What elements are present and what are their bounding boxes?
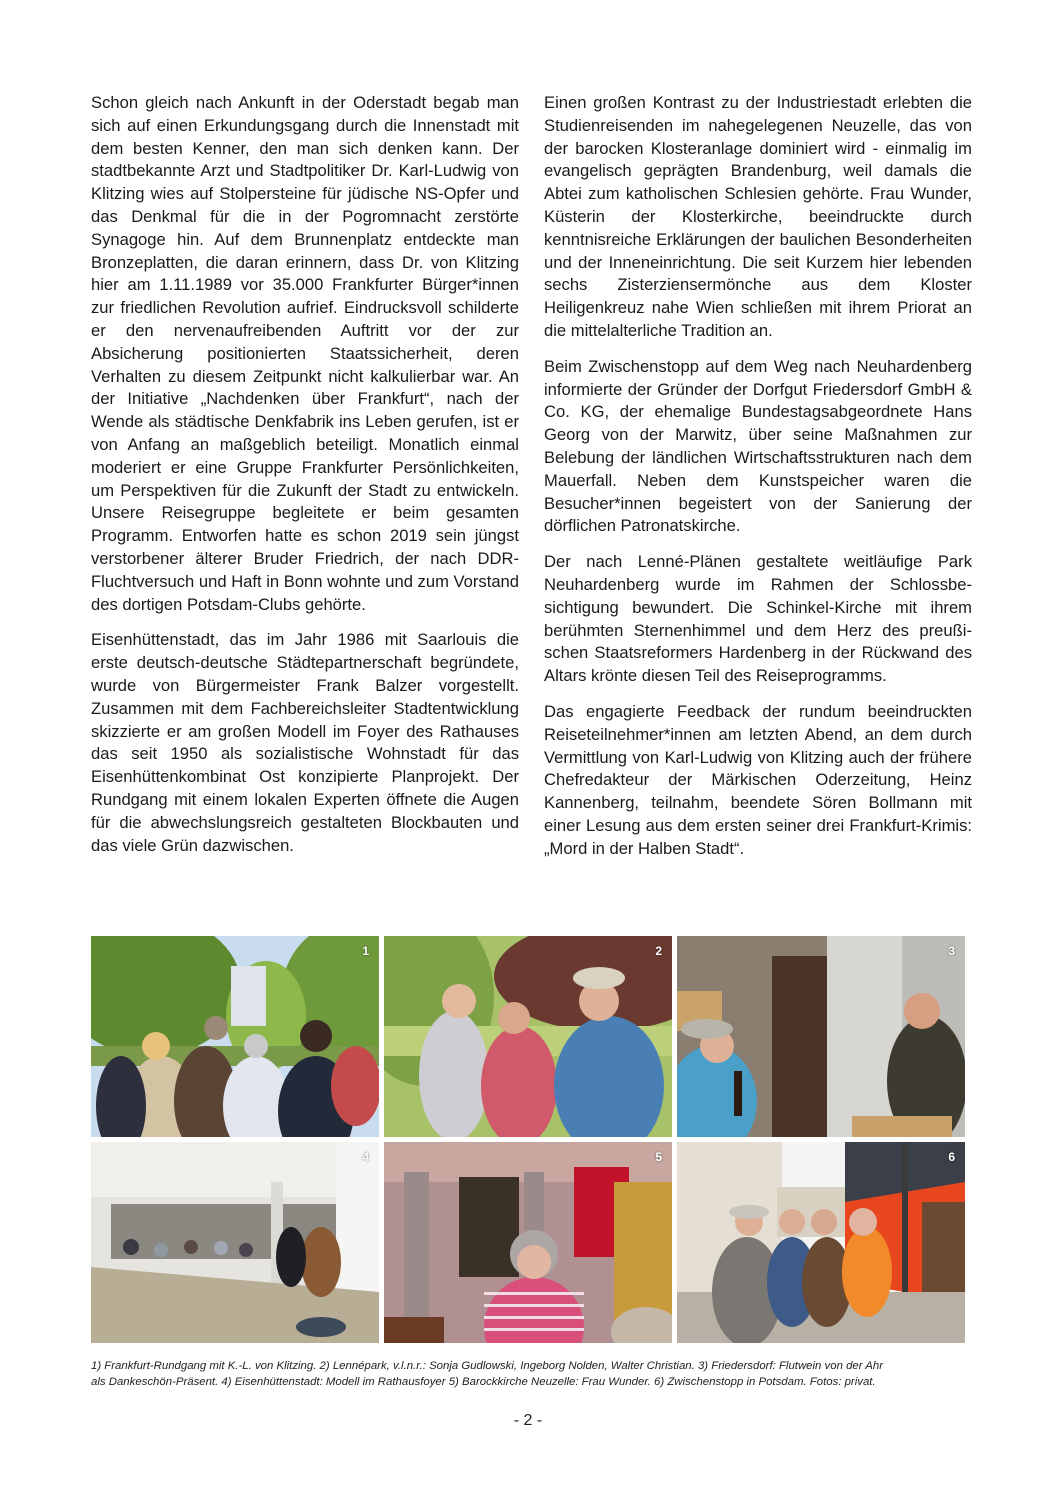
caption-line-2: als Dankeschön-Präsent. 4) Eisenhüttenstadt: Modell im Rathausfoyer 5) Barockkirche Neuzelle: Frau Wunder. 6) Zwischenstopp in Potsdam. Fotos: privat. xyxy=(91,1375,876,1388)
photo-1-number: 1 xyxy=(362,944,369,958)
caption-line-1: 1) Frankfurt-Rundgang mit K.-L. von Klitzing. 2) Lennépark, v.l.n.r.: Sonja Gudlowski, Ingeborg Nolden, Walter Christian. 3) Friedersdorf: Flutwein von der Ahr xyxy=(91,1360,884,1372)
photo-caption xyxy=(91,1359,971,1390)
photo-4-rathaus-model xyxy=(91,1142,379,1343)
article-right-column xyxy=(544,92,972,874)
paragraph-neuzelle: Einen großen Kontrast zu der Industriestadt erlebten die Studienreisenden im nahegelegenen Neuzelle, das von der barocken Klosteranlage dominiert wird - einmalig im evangelisch geprägten Brandenburg, weil damals die Abtei zum katholischen Schlesien gehörte. Frau Wunder, Küsterin der Klosterkirche, beeindruckte durch kenntnisreiche Erklärungen der baulichen Besonderheiten und der Inneneinrichtung. Die seit Kurzem hier lebenden sechs Zisterziensermönche aus dem Kloster Heiligenkreuz nahe Wien schließen mit ihrem Priorat an die mittelalterliche Tradition an. xyxy=(544,93,972,340)
photo-2-lennepark xyxy=(384,936,672,1137)
photo-2-number: 2 xyxy=(655,944,662,958)
photo-6-number: 6 xyxy=(948,1150,955,1164)
photo-5-number: 5 xyxy=(655,1150,662,1164)
photo-3-image xyxy=(677,936,965,1137)
photo-1-image xyxy=(91,936,379,1137)
photo-1-frankfurt-tour xyxy=(91,936,379,1137)
photo-5-image xyxy=(384,1142,672,1343)
photo-6-potsdam xyxy=(677,1142,965,1343)
photo-2-image xyxy=(384,936,672,1137)
paragraph-neuhardenberg: Der nach Lenné-Plänen gestaltete weitläufige Park Neuhardenberg wurde im Rahmen der Schlossbesichtigung bewundert. Die Schinkel-Kirche mit ihrem berühmten Sternenhimmel und dem Herz des preußischen Staatsreformers Hardenberg in der Rückwand des Altars krönte diesen Teil des Reiseprogramms. xyxy=(544,552,972,686)
photo-3-number: 3 xyxy=(948,944,955,958)
photo-5-neuzelle xyxy=(384,1142,672,1343)
article-left-column xyxy=(91,92,519,870)
photo-grid xyxy=(91,936,967,1343)
photo-6-image xyxy=(677,1142,965,1343)
photo-4-image xyxy=(91,1142,379,1343)
photo-4-number: 4 xyxy=(362,1150,369,1164)
photo-3-friedersdorf xyxy=(677,936,965,1137)
paragraph-friedersdorf: Beim Zwischenstopp auf dem Weg nach Neuhardenberg informierte der Gründer der Dorfgut Friedersdorf GmbH & Co. KG, der ehemalige Bundestagsabgeordnete Hans Georg von der Marwitz, über seine Maßnahmen zur Belebung der ländlichen Wirtschaftsstrukturen nach dem Mauerfall. Neben dem Kunstspeicher waren die Besucher*innen begeistert von der Sanierung der dörflichen Patronatskirche. xyxy=(544,356,972,536)
paragraph-feedback: Das engagierte Feedback der rundum beeindruckten Reiseteilnehmer*innen am letzten Abend, an dem durch Vermittlung von Karl-Ludwig von Klitzing auch der frühere Chefredakteur der Märkischen Oderzeitung, Heinz Kannenberg, teilnahm, beendete Sören Bollmann mit einer Lesung aus dem ersten seiner drei Frankfurt-Krimis: „Mord in der Halben Stadt“. xyxy=(544,701,972,858)
paragraph-eisenhuettenstadt: Eisenhüttenstadt, das im Jahr 1986 mit Saarlouis die erste deutsch-deutsche Städtepartnerschaft begründete, wurde von Bürgermeister Frank Balzer vorgestellt. Zusammen mit dem Fachbereichsleiter Stadtentwicklung skizzierte er am großen Modell im Foyer des Rathauses das seit 1950 als sozialistische Wohnstadt für das Eisenhüttenkombinat Ost konzipierte Planprojekt. Der Rundgang mit einem lokalen Experten öffnete die Augen für die abwechslungsreich gestalteten Blockbauten und das viele Grün dazwischen. xyxy=(91,630,519,855)
page-number: - 2 - xyxy=(513,1412,543,1429)
paragraph-frankfurt-tour: Schon gleich nach Ankunft in der Oderstadt begab man sich auf einen Erkundungsgang durch die Innenstadt mit dem besten Kenner, den man sich denken kann. Der stadtbekannte Arzt und Stadtpolitiker Dr. Karl-Ludwig von Klitzing wies auf Stolpersteine für jüdische NS-Opfer und das Denkmal für die in der Pogromnacht zerstörte Synagoge hin. Auf dem Brunnenplatz entdeckte man Bronzeplatten, die daran erinnern, dass Dr. von Klitzing hier am 1.11.1989 vor 35.000 Frankfurter Bürger*innen zur friedlichen Revolution aufrief. Eindrucksvoll schilderte er den nervenaufreibenden Auftritt vor der zur Absicherung positionierten Staatssicherheit, deren Verhalten zu diesem Zeitpunkt nicht kalkulierbar war. An der Initiative „Nachdenken über Frankfurt“, nach der Wende als städtische Denkfabrik ins Leben gerufen, ist er von Anfang an maßgeblich beteiligt. Monatlich einmal moderiert er eine Gruppe Frankfurter Persönlichkeiten, um Perspektiven für die Zukunft der Stadt zu entwickeln. Unsere Reisegruppe begleitete er beim gesamten Programm. Entworfen hatte es schon 2019 sein jüngst verstorbener älterer Bruder Friedrich, der nach DDR-Fluchtversuch und Haft in Bonn wohnte und zum Vorstand des dortigen Potsdam-Clubs gehörte. xyxy=(91,93,520,614)
